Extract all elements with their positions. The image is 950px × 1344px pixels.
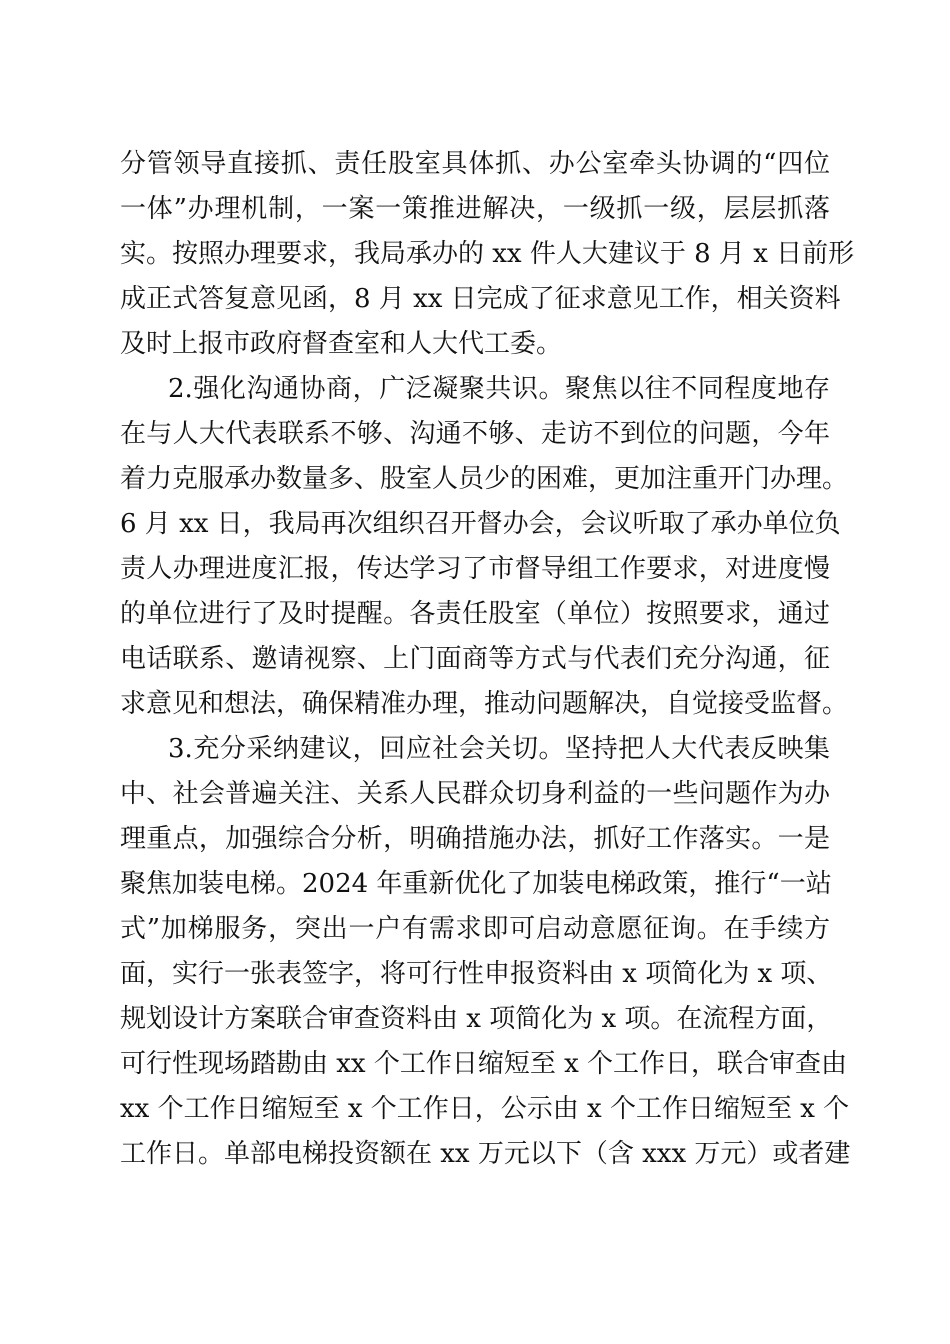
text-line: 着力克服承办数量多、股室人员少的困难，更加注重开门办理。 [120, 464, 849, 494]
text-line: 工作日。单部电梯投资额在 xx 万元以下（含 xxx 万元）或者建 [120, 1139, 851, 1169]
text-line: 聚焦加装电梯。2024 年重新优化了加装电梯政策，推行“一站 [120, 869, 832, 899]
text-line: 规划设计方案联合审查资料由 x 项简化为 x 项。在流程方面， [120, 1004, 833, 1034]
text-line: 在与人大代表联系不够、沟通不够、走访不到位的问题，今年 [120, 419, 830, 449]
text-line: 求意见和想法，确保精准办理，推动问题解决，自觉接受监督。 [120, 689, 849, 719]
text-line: 及时上报市政府督查室和人大代工委。 [120, 329, 563, 359]
text-line: 实。按照办理要求，我局承办的 xx 件人大建议于 8 月 x 日前形 [120, 239, 855, 269]
text-line: xx 个工作日缩短至 x 个工作日，公示由 x 个工作日缩短至 x 个 [120, 1094, 850, 1124]
text-line: 的单位进行了及时提醒。各责任股室（单位）按照要求，通过 [120, 599, 830, 629]
text-line: 成正式答复意见函，8 月 xx 日完成了征求意见工作，相关资料 [120, 284, 841, 314]
text-line: 电话联系、邀请视察、上门面商等方式与代表们充分沟通，征 [120, 644, 830, 674]
text-line: 式”加梯服务，突出一户有需求即可启动意愿征询。在手续方 [120, 914, 830, 944]
paragraph-heading-line: 2.强化沟通协商，广泛凝聚共识。聚焦以往不同程度地存 [168, 374, 830, 404]
text-line: 可行性现场踏勘由 xx 个工作日缩短至 x 个工作日，联合审查由 [120, 1049, 848, 1079]
text-line: 分管领导直接抓、责任股室具体抓、办公室牵头协调的“四位 [120, 149, 830, 179]
paragraph-heading-line: 3.充分采纳建议，回应社会关切。坚持把人大代表反映集 [168, 734, 830, 764]
text-line: 责人办理进度汇报，传达学习了市督导组工作要求，对进度慢 [120, 554, 830, 584]
text-line: 中、社会普遍关注、关系人民群众切身利益的一些问题作为办 [120, 779, 830, 809]
text-line: 面，实行一张表签字，将可行性申报资料由 x 项简化为 x 项、 [120, 959, 833, 989]
text-line: 一体”办理机制，一案一策推进解决，一级抓一级，层层抓落 [120, 194, 830, 224]
text-line: 6 月 xx 日，我局再次组织召开督办会，会议听取了承办单位负 [120, 509, 841, 539]
text-line: 理重点，加强综合分析，明确措施办法，抓好工作落实。一是 [120, 824, 830, 854]
